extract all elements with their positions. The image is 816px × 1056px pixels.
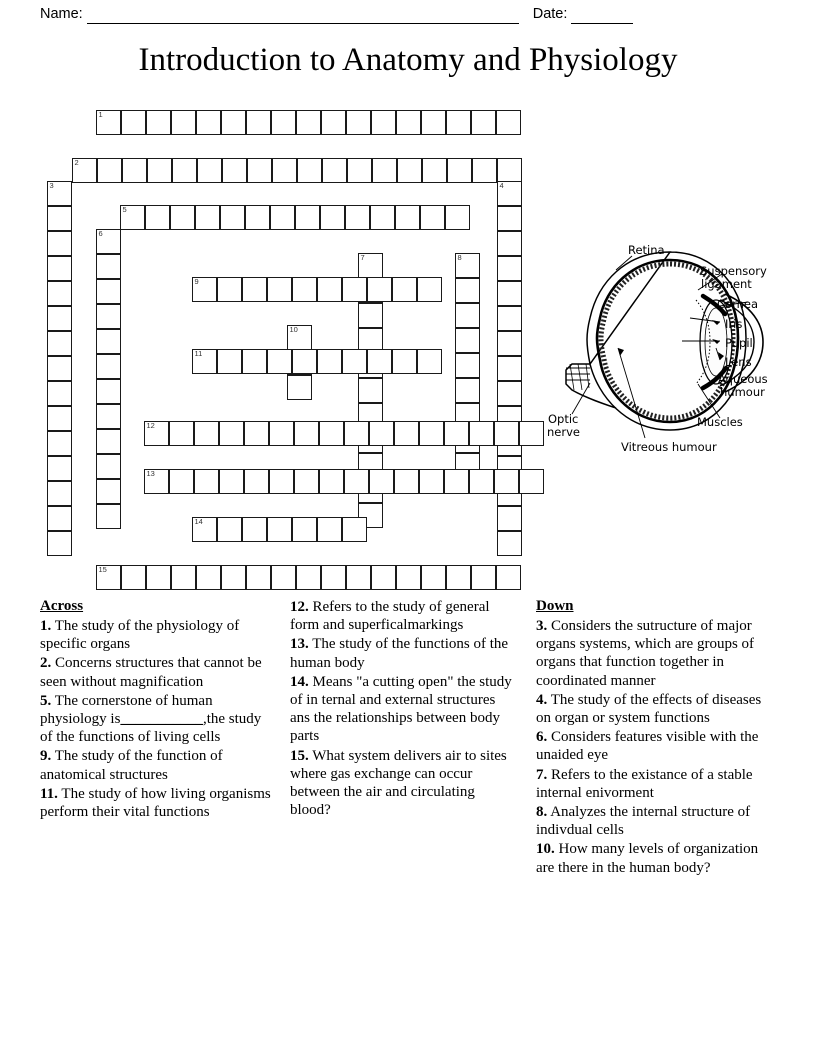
clue-text: Concerns structures that cannot be seen without magnification: [40, 655, 262, 690]
crossword-cell[interactable]: [296, 565, 321, 590]
crossword-cell[interactable]: [122, 158, 147, 183]
crossword-cell[interactable]: [496, 110, 521, 135]
crossword-cell[interactable]: [246, 565, 271, 590]
clue-text: Considers the sutructure of major organs systems, which are groups of organs that function together in coordinated manner: [536, 618, 755, 689]
crossword-cell[interactable]: [144, 421, 169, 446]
crossword-cell[interactable]: [221, 565, 246, 590]
crossword-cell[interactable]: [394, 469, 419, 494]
clue-number: 9.: [40, 748, 52, 765]
crossword-cell[interactable]: [244, 469, 269, 494]
clue-text: What system delivers air to sites where gas exchange can occur between the air and circulating blood?: [290, 747, 507, 819]
clues-section: [40, 598, 780, 878]
clues-across-column-1: [40, 598, 286, 878]
clue-across-12: [290, 598, 518, 634]
crossword-clue-number: 14: [194, 516, 203, 526]
eye-label: Retina: [628, 243, 665, 257]
crossword-cell[interactable]: [497, 206, 522, 231]
crossword-cell[interactable]: [47, 231, 72, 256]
crossword-cell[interactable]: [497, 158, 522, 183]
crossword-cell[interactable]: [471, 110, 496, 135]
crossword-cell[interactable]: [444, 421, 469, 446]
clue-text: The study of the function of anatomical structures: [40, 748, 223, 783]
crossword-cell[interactable]: [494, 421, 519, 446]
clue-number: 7.: [536, 766, 548, 783]
crossword-cell[interactable]: [497, 281, 522, 306]
crossword-cell[interactable]: [344, 469, 369, 494]
crossword-cell[interactable]: [395, 205, 420, 230]
crossword-cell[interactable]: [321, 110, 346, 135]
clue-down-8: [536, 803, 764, 839]
crossword-cell[interactable]: [497, 231, 522, 256]
crossword-cell[interactable]: [269, 421, 294, 446]
clue-across-2: [40, 654, 272, 690]
down-heading: Down: [536, 598, 574, 614]
crossword-cell[interactable]: [242, 277, 267, 302]
crossword-cell[interactable]: [497, 306, 522, 331]
clue-down-6: [536, 728, 764, 764]
crossword-cell[interactable]: [194, 469, 219, 494]
crossword-cell[interactable]: [96, 565, 121, 590]
clue-number: 15.: [290, 747, 309, 764]
crossword-cell[interactable]: [322, 158, 347, 183]
crossword-cell[interactable]: [346, 110, 371, 135]
crossword-cell[interactable]: [455, 353, 480, 378]
crossword-cell[interactable]: [171, 110, 196, 135]
crossword-cell[interactable]: [445, 205, 470, 230]
eye-label: Cornea: [717, 297, 759, 311]
eye-label: Vitreous humour: [621, 440, 717, 454]
crossword-cell[interactable]: [217, 277, 242, 302]
crossword-cell[interactable]: [96, 254, 121, 279]
crossword-clue-number: 3: [49, 180, 54, 190]
eye-label: humour: [720, 385, 765, 399]
clue-number: 8.: [536, 804, 548, 821]
clue-number: 14.: [290, 673, 309, 690]
eye-label: Muscles: [697, 415, 743, 429]
crossword-cell[interactable]: [342, 517, 367, 542]
crossword-cell[interactable]: [96, 279, 121, 304]
eye-label: Aqueous: [718, 372, 768, 386]
eye-label: Suspensory: [700, 264, 767, 278]
crossword-cell[interactable]: [319, 421, 344, 446]
clue-number: 13.: [290, 636, 309, 653]
crossword-cell[interactable]: [396, 565, 421, 590]
crossword-cell[interactable]: [455, 303, 480, 328]
crossword-cell[interactable]: [294, 469, 319, 494]
crossword-cell[interactable]: [194, 421, 219, 446]
crossword-clue-number: 4: [499, 180, 504, 190]
crossword-cell[interactable]: [469, 469, 494, 494]
crossword-clue-number: 13: [146, 468, 155, 478]
crossword-cell[interactable]: [295, 205, 320, 230]
crossword-cell[interactable]: [471, 565, 496, 590]
page-title: Introduction to Anatomy and Physiology: [138, 42, 678, 78]
crossword-cell[interactable]: [367, 349, 392, 374]
crossword-clue-number: 7: [360, 252, 365, 262]
crossword-cell[interactable]: [47, 356, 72, 381]
name-label: Name:: [40, 6, 83, 22]
clue-blank[interactable]: ___________: [120, 711, 203, 728]
date-label: Date:: [532, 6, 568, 22]
crossword-cell[interactable]: [455, 278, 480, 303]
crossword-clue-number: 11: [194, 348, 203, 358]
crossword-cell[interactable]: [417, 349, 442, 374]
crossword-cell[interactable]: [147, 158, 172, 183]
crossword-cell[interactable]: [242, 349, 267, 374]
crossword-cell[interactable]: [319, 469, 344, 494]
crossword-cell[interactable]: [221, 110, 246, 135]
crossword-cell[interactable]: [96, 304, 121, 329]
crossword-cell[interactable]: [371, 110, 396, 135]
crossword-cell[interactable]: [171, 565, 196, 590]
clue-number: 4.: [536, 691, 548, 708]
crossword-cell[interactable]: [267, 277, 292, 302]
crossword-cell[interactable]: [47, 256, 72, 281]
crossword-cell[interactable]: [342, 277, 367, 302]
crossword-cell[interactable]: [197, 158, 222, 183]
crossword-cell[interactable]: [496, 565, 521, 590]
crossword-cell[interactable]: [292, 349, 317, 374]
crossword-cell[interactable]: [369, 421, 394, 446]
clue-number: 10.: [536, 841, 555, 858]
crossword-cell[interactable]: [396, 110, 421, 135]
clue-text: Analyzes the internal structure of indivdual cells: [536, 804, 751, 839]
clue-text-2: ,the study of the functions of living cells: [40, 711, 262, 746]
crossword-cell[interactable]: [220, 205, 245, 230]
crossword-cell[interactable]: [397, 158, 422, 183]
crossword-clue-number: 10: [289, 324, 298, 334]
crossword-cell[interactable]: [519, 469, 544, 494]
crossword-cell[interactable]: [121, 110, 146, 135]
crossword-cell[interactable]: [469, 421, 494, 446]
crossword-clue-number: 5: [122, 204, 127, 214]
crossword-cell[interactable]: [320, 205, 345, 230]
crossword-cell[interactable]: [297, 158, 322, 183]
crossword-cell[interactable]: [47, 531, 72, 556]
crossword-cell[interactable]: [394, 421, 419, 446]
crossword-cell[interactable]: [497, 506, 522, 531]
crossword-cell[interactable]: [242, 517, 267, 542]
crossword-cell[interactable]: [421, 110, 446, 135]
crossword-clue-number: 8: [457, 252, 462, 262]
crossword-cell[interactable]: [169, 469, 194, 494]
crossword-cell[interactable]: [47, 381, 72, 406]
clue-text: The study of how living organisms perform their vital functions: [40, 785, 271, 821]
clue-across-14: [290, 673, 518, 746]
crossword-cell[interactable]: [371, 565, 396, 590]
clue-across-11: [40, 785, 272, 821]
crossword-cell[interactable]: [422, 158, 447, 183]
crossword-cell[interactable]: [321, 565, 346, 590]
crossword-cell[interactable]: [47, 306, 72, 331]
clue-number: 11.: [40, 785, 58, 802]
crossword-cell[interactable]: [192, 349, 217, 374]
crossword-cell[interactable]: [96, 479, 121, 504]
clue-text: The study of the functions of the human body: [290, 636, 509, 671]
crossword-cell[interactable]: [72, 158, 97, 183]
eye-label: ligament: [701, 277, 752, 291]
clue-down-10: [536, 840, 764, 876]
eye-label: Lens: [725, 355, 752, 369]
clue-text: Refers to the study of general form and superficalmarkings: [290, 599, 490, 634]
crossword-cell[interactable]: [392, 277, 417, 302]
crossword-cell[interactable]: [358, 303, 383, 328]
crossword-cell[interactable]: [345, 205, 370, 230]
crossword-cell[interactable]: [497, 381, 522, 406]
crossword-cell[interactable]: [47, 456, 72, 481]
crossword-cell[interactable]: [296, 110, 321, 135]
clue-number: 2.: [40, 655, 52, 672]
crossword-cell[interactable]: [271, 565, 296, 590]
crossword-cell[interactable]: [96, 379, 121, 404]
crossword-clue-number: 12: [146, 420, 155, 430]
crossword-clue-number: 15: [98, 564, 107, 574]
crossword-cell[interactable]: [419, 421, 444, 446]
crossword-cell[interactable]: [170, 205, 195, 230]
crossword-cell[interactable]: [96, 229, 121, 254]
crossword-cell[interactable]: [217, 517, 242, 542]
clue-across-5: [40, 692, 272, 747]
clue-across-15: [290, 747, 518, 820]
crossword-cell[interactable]: [196, 110, 221, 135]
clue-number: 3.: [536, 618, 548, 634]
crossword-cell[interactable]: [96, 504, 121, 529]
crossword-cell[interactable]: [497, 356, 522, 381]
across-heading: Across: [40, 598, 84, 614]
crossword-cell[interactable]: [317, 517, 342, 542]
crossword-cell[interactable]: [247, 158, 272, 183]
crossword-cell[interactable]: [96, 110, 121, 135]
crossword-cell[interactable]: [96, 354, 121, 379]
clues-across-column-2: [286, 598, 532, 878]
crossword-cell[interactable]: [267, 349, 292, 374]
crossword-cell[interactable]: [195, 205, 220, 230]
clue-across-9: [40, 747, 272, 783]
crossword-cell[interactable]: [47, 406, 72, 431]
crossword-cell[interactable]: [217, 349, 242, 374]
crossword-cell[interactable]: [420, 205, 445, 230]
crossword-cell[interactable]: [219, 421, 244, 446]
crossword-cell[interactable]: [372, 158, 397, 183]
crossword-cell[interactable]: [497, 531, 522, 556]
clue-text: The study of the effects of diseases on organ or system functions: [536, 691, 762, 727]
crossword-cell[interactable]: [144, 469, 169, 494]
eye-label: Optic: [548, 412, 579, 426]
clue-number: 1.: [40, 618, 52, 634]
crossword-cell[interactable]: [267, 517, 292, 542]
crossword-cell[interactable]: [358, 378, 383, 403]
crossword-cell[interactable]: [196, 565, 221, 590]
eye-label: nerve: [547, 425, 580, 439]
crossword-cell[interactable]: [222, 158, 247, 183]
crossword-clue-number: 6: [98, 228, 103, 238]
crossword-cell[interactable]: [344, 421, 369, 446]
crossword-cell[interactable]: [146, 110, 171, 135]
crossword-cell[interactable]: [497, 181, 522, 206]
crossword-cell[interactable]: [446, 565, 471, 590]
crossword-cell[interactable]: [145, 205, 170, 230]
crossword-cell[interactable]: [219, 469, 244, 494]
clue-text: The study of the physiology of specific organs: [40, 618, 240, 653]
crossword-cell[interactable]: [455, 328, 480, 353]
crossword-cell[interactable]: [244, 421, 269, 446]
clue-number: 6.: [536, 729, 548, 746]
crossword-cell[interactable]: [455, 253, 480, 278]
crossword-cell[interactable]: [358, 253, 383, 278]
crossword-cell[interactable]: [417, 277, 442, 302]
crossword-cell[interactable]: [446, 110, 471, 135]
crossword-cell[interactable]: [419, 469, 444, 494]
crossword-clue-number: 2: [74, 157, 79, 167]
crossword-cell[interactable]: [342, 349, 367, 374]
eye-label: Iris: [725, 317, 743, 331]
clue-text: How many levels of organization are there in the human body?: [536, 841, 759, 876]
crossword-clue-number: 1: [98, 109, 103, 119]
crossword-cell[interactable]: [96, 404, 121, 429]
crossword-cell[interactable]: [347, 158, 372, 183]
crossword-cell[interactable]: [246, 110, 271, 135]
clue-number: 12.: [290, 599, 309, 615]
clue-across-1: [40, 617, 272, 653]
crossword-cell[interactable]: [346, 565, 371, 590]
crossword-cell[interactable]: [497, 331, 522, 356]
crossword-cell[interactable]: [392, 349, 417, 374]
crossword-cell[interactable]: [367, 277, 392, 302]
crossword-cell[interactable]: [47, 281, 72, 306]
crossword-cell[interactable]: [494, 469, 519, 494]
clue-text: Considers features visible with the unaided eye: [536, 729, 759, 764]
crossword-cell[interactable]: [421, 565, 446, 590]
clue-down-4: [536, 691, 764, 727]
crossword-cell[interactable]: [96, 454, 121, 479]
crossword-cell[interactable]: [47, 431, 72, 456]
crossword-cell[interactable]: [96, 429, 121, 454]
crossword-cell[interactable]: [317, 349, 342, 374]
crossword-cell[interactable]: [245, 205, 270, 230]
crossword-cell[interactable]: [47, 331, 72, 356]
crossword-cell[interactable]: [269, 469, 294, 494]
crossword-cell[interactable]: [169, 421, 194, 446]
crossword-cell[interactable]: [146, 565, 171, 590]
crossword-cell[interactable]: [47, 206, 72, 231]
clues-down-column: [532, 598, 778, 878]
crossword-cell[interactable]: [192, 517, 217, 542]
crossword-cell[interactable]: [47, 481, 72, 506]
crossword-cell[interactable]: [96, 329, 121, 354]
clue-text: The cornerstone of human physiology is: [40, 692, 213, 728]
crossword-cell[interactable]: [292, 277, 317, 302]
crossword-cell[interactable]: [369, 469, 394, 494]
crossword-cell[interactable]: [172, 158, 197, 183]
crossword-cell[interactable]: [294, 421, 319, 446]
clue-text: Means "a cutting open" the study of in ternal and external structures ans the relationships between body parts: [290, 673, 512, 745]
crossword-cell[interactable]: [317, 277, 342, 302]
crossword-cell[interactable]: [497, 256, 522, 281]
crossword-cell[interactable]: [370, 205, 395, 230]
clue-number: 5.: [40, 692, 52, 709]
crossword-cell[interactable]: [120, 205, 145, 230]
crossword-cell[interactable]: [287, 325, 312, 350]
crossword-cell[interactable]: [47, 506, 72, 531]
crossword-cell[interactable]: [447, 158, 472, 183]
crossword-cell[interactable]: [47, 181, 72, 206]
crossword-cell[interactable]: [270, 205, 295, 230]
clue-down-3: [536, 617, 764, 690]
crossword-cell[interactable]: [121, 565, 146, 590]
clue-down-7: [536, 766, 764, 802]
crossword-cell[interactable]: [444, 469, 469, 494]
crossword-cell[interactable]: [271, 110, 296, 135]
crossword-clue-number: 9: [194, 276, 199, 286]
crossword-cell[interactable]: [272, 158, 297, 183]
clue-across-13: [290, 635, 518, 671]
crossword-cell[interactable]: [455, 378, 480, 403]
crossword-cell[interactable]: [192, 277, 217, 302]
crossword-cell[interactable]: [97, 158, 122, 183]
crossword-cell[interactable]: [472, 158, 497, 183]
clue-text: Refers to the existance of a stable internal enivorment: [536, 766, 753, 801]
eye-anatomy-diagram: [520, 238, 810, 468]
eye-label: Pupil: [725, 336, 753, 350]
crossword-cell[interactable]: [287, 375, 312, 400]
crossword-cell[interactable]: [292, 517, 317, 542]
